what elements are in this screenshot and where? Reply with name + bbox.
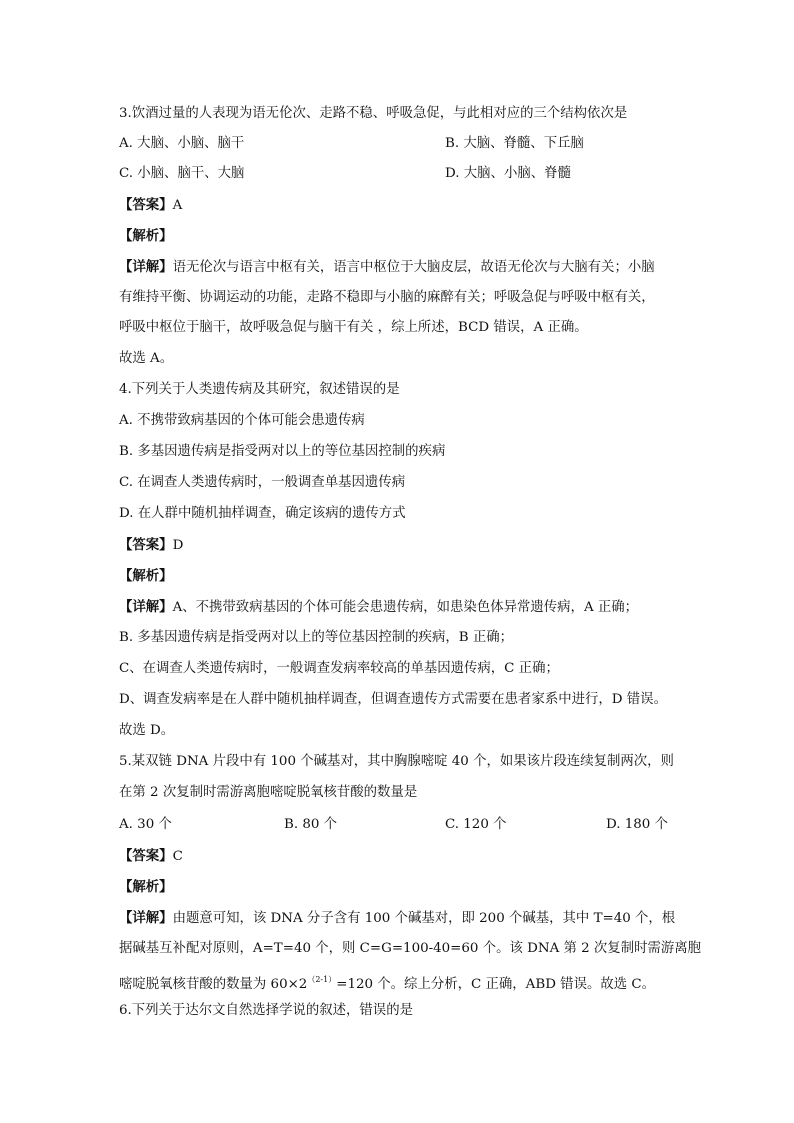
q5-option-d: D. 180 个 bbox=[606, 817, 668, 832]
q3-option-b: B. 大脑、脊髓、下丘脑 bbox=[445, 136, 584, 151]
q3-detail-3: 呼吸中枢位于脑干，故呼吸急促与脑干有关 ，综上所述，BCD 错误，A 正确。 bbox=[119, 320, 588, 335]
answer-value: D bbox=[172, 538, 184, 553]
q4-detail-4: D、调查发病率是在人群中随机抽样调查，但调查遗传方式需要在患者家系中进行，D 错误。 bbox=[119, 692, 667, 707]
q4-answer bbox=[119, 535, 183, 556]
q4-option-b: B. 多基因遗传病是指受两对以上的等位基因控制的疾病 bbox=[119, 444, 446, 459]
q3-analysis-tag: 【解析】 bbox=[119, 228, 173, 244]
detail-text: =120 个。综上分析，C 正确，ABD 错误。故选 C。 bbox=[336, 977, 656, 992]
detail-text: 嘧啶脱氧核苷酸的数量为 60×2 bbox=[119, 977, 308, 992]
q5-option-b: B. 80 个 bbox=[284, 817, 338, 832]
q4-option-d: D. 在人群中随机抽样调查，确定该病的遗传方式 bbox=[119, 506, 406, 521]
q5-detail-1 bbox=[119, 908, 675, 929]
q5-answer bbox=[119, 846, 183, 867]
answer-tag: 【答案】 bbox=[119, 197, 173, 213]
detail-text: 语无伦次与语言中枢有关，语言中枢位于大脑皮层，故语无伦次与大脑有关；小脑 bbox=[172, 260, 655, 275]
detail-tag: 【详解】 bbox=[119, 599, 173, 615]
q3-option-a: A. 大脑、小脑、脑干 bbox=[119, 136, 245, 151]
q4-stem: 4.下列关于人类遗传病及其研究，叙述错误的是 bbox=[119, 382, 400, 397]
q3-answer bbox=[119, 195, 182, 216]
q6-stem: 6.下列关于达尔文自然选择学说的叙述，错误的是 bbox=[119, 1003, 413, 1018]
q3-conclusion: 故选 A。 bbox=[119, 351, 174, 366]
answer-tag: 【答案】 bbox=[119, 848, 173, 864]
q4-detail-2: B. 多基因遗传病是指受两对以上的等位基因控制的疾病，B 正确； bbox=[119, 630, 513, 645]
q5-analysis-tag: 【解析】 bbox=[119, 879, 173, 895]
q3-option-c: C. 小脑、脑干、大脑 bbox=[119, 166, 245, 181]
q3-stem: 3.饮酒过量的人表现为语无伦次、走路不稳、呼吸急促，与此相对应的三个结构依次是 bbox=[119, 106, 628, 121]
q4-detail-1 bbox=[119, 597, 638, 618]
q4-detail-3: C、在调查人类遗传病时，一般调查发病率较高的单基因遗传病，C 正确； bbox=[119, 661, 559, 676]
answer-tag: 【答案】 bbox=[119, 537, 173, 553]
q5-detail-3 bbox=[119, 970, 655, 995]
q5-stem-2: 在第 2 次复制时需游离胞嘧啶脱氧核苷酸的数量是 bbox=[119, 785, 418, 800]
q5-detail-2: 据碱基互补配对原则，A=T=40 个，则 C=G=100-40=60 个。该 DNA 第 2 次复制时需游离胞 bbox=[119, 941, 702, 956]
q5-stem-1: 5.某双链 DNA 片段中有 100 个碱基对，其中胸腺嘧啶 40 个，如果该片段连续复制两次，则 bbox=[119, 754, 674, 769]
q5-option-c: C. 120 个 bbox=[445, 817, 507, 832]
q5-option-a: A. 30 个 bbox=[119, 817, 172, 832]
detail-tag: 【详解】 bbox=[119, 910, 173, 926]
detail-text: A、不携带致病基因的个体可能会患遗传病，如患染色体异常遗传病，A 正确； bbox=[172, 600, 639, 615]
q4-conclusion: 故选 D。 bbox=[119, 723, 175, 738]
q3-detail-1 bbox=[119, 257, 655, 278]
exponent: （2-1） bbox=[307, 975, 337, 984]
q4-option-a: A. 不携带致病基因的个体可能会患遗传病 bbox=[119, 413, 365, 428]
detail-text: 由题意可知，该 DNA 分子含有 100 个碱基对，即 200 个碱基，其中 T=40 个，根 bbox=[172, 911, 676, 926]
q4-option-c: C. 在调查人类遗传病时，一般调查单基因遗传病 bbox=[119, 475, 406, 490]
answer-value: C bbox=[172, 849, 183, 864]
answer-value: A bbox=[172, 198, 183, 213]
q3-detail-2: 有维持平衡、协调运动的功能，走路不稳即与小脑的麻醉有关；呼吸急促与呼吸中枢有关， bbox=[119, 290, 655, 305]
detail-tag: 【详解】 bbox=[119, 259, 173, 275]
q4-analysis-tag: 【解析】 bbox=[119, 568, 173, 584]
q3-option-d: D. 大脑、小脑、脊髓 bbox=[445, 166, 571, 181]
